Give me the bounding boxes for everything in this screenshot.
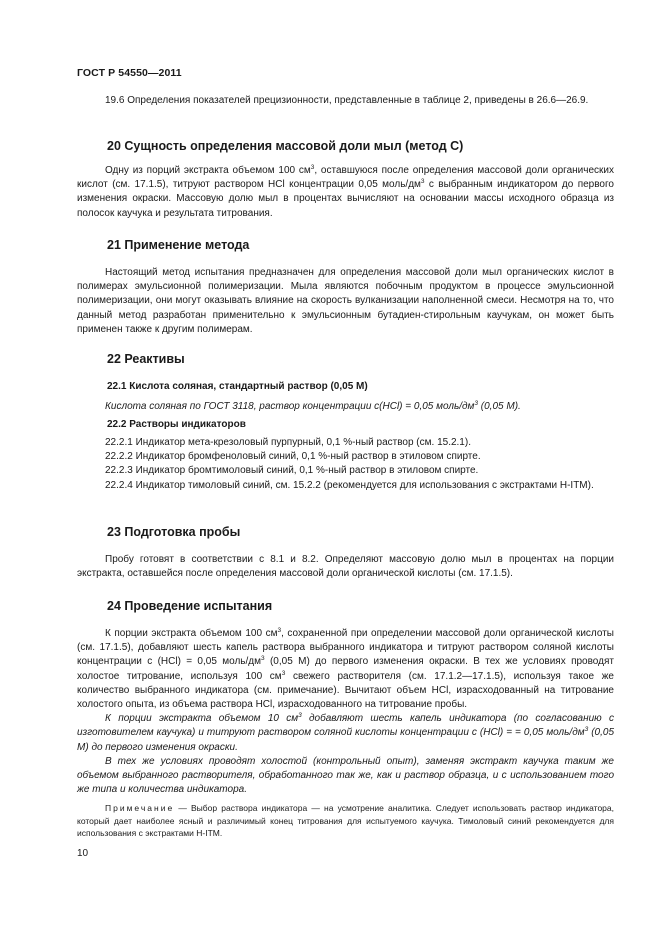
section-24-body: К порции экстракта объемом 100 $см^3$, сохраненной при определении массовой доли органической кислоты (см. 17.1.5), добавляют шесть капель раствора выбранного индикатора и титруют раствором соляной кислоты концентрации c (HCl) = 0,05 моль/$дм^3$ (0,05 М) до первого изменения окраски. В тех же условиях проводят холостое титрование, используя 100 $см^3$ свежего растворителя (см. 17.1.2—17.1.5), используя такое же количество выбранного индикатора (см. примечание). Вычитают объем HCl, израсходованный на титрование холостого опыта, из объема раствора HCl, израсходованного на титрование пробы. К порции экстракта объемом 10 $см^3$ добавляют шесть капель индикатора (по согласованию с изготовителем каучука) и титруют раствором соляной кислоты концентрации c (HCl) = = 0,05 моль/$дм^3$ (0,05 М) до первого изменения окраски. В тех же условиях проводят холостой (контрольный опыт), заменяя экстракт каучука таким же объемом выбранного растворителя, обработанного так же, как и раствор образца, и с использованием того же типа и количества индикатора. bbox=[77, 627, 615, 796]
section-20-body: Одну из порций экстракта объемом 100 $см^3$, оставшуюся после определения массовой доли органических кислот (см. 17.1.5), титруют раствором HCl концентрации 0,05 моль/$дм^3$ с выбранным индикатором до первого изменения окраски. Массовую долю мыл в процентах вычисляют на основании массы исходного образца из полосок каучука и результата титрования. bbox=[77, 164, 614, 219]
subsection-22-2-title: 22.2 Растворы индикаторов bbox=[107, 419, 246, 430]
section-22-title: 22 Реактивы bbox=[107, 352, 185, 366]
section-24-title: 24 Проведение испытания bbox=[107, 599, 273, 613]
subsection-22-1-body: Кислота соляная по ГОСТ 3118, раствор концентрации c(HCl) = 0,05 моль/$дм^3$ (0,05 М). bbox=[105, 400, 521, 412]
list-item: 22.2.3 Индикатор бромтимоловый синий, 0,1 %-ный раствор в этиловом спирте. bbox=[105, 465, 479, 477]
paragraph-19-6 bbox=[77, 94, 614, 108]
note-text: — Выбор раствора индикатора — на усмотрение аналитика. Следует использовать раствор индикатора, который дает наиболее ясный и различимый конец титрования для испытуемого каучука. Тимоловый синий рекомендуется для использования с экстрактами H-ITM. bbox=[77, 803, 614, 838]
list-item: 22.2.2 Индикатор бромфеноловый синий, 0,1 %-ный раствор в этиловом спирте. bbox=[105, 451, 481, 463]
section-20-title: 20 Сущность определения массовой доли мыл (метод С) bbox=[107, 139, 464, 153]
list-item: 22.2.1 Индикатор мета-крезоловый пурпурный, 0,1 %-ный раствор (см. 15.2.1). bbox=[105, 437, 471, 448]
page-number: 10 bbox=[77, 848, 89, 859]
note bbox=[77, 802, 614, 840]
list-item: 22.2.4 Индикатор тимоловый синий, см. 15.2.2 (рекомендуется для использования с экстрактами H-ITM). bbox=[105, 479, 594, 491]
section-21-title: 21 Применение метода bbox=[107, 238, 250, 252]
section-23-body: Пробу готовят в соответствии с 8.1 и 8.2. Определяют массовую долю мыл в процентах на порции экстракта, оставшейся после определения массовой доли органической кислоты (см. 17.1.5). bbox=[77, 554, 614, 580]
subsection-22-1-title: 22.1 Кислота соляная, стандартный раствор (0,05 М) bbox=[107, 381, 368, 392]
note-label: Примечание bbox=[105, 803, 175, 813]
paragraph-19-6-text: 19.6 Определения показателей прецизионности, представленные в таблице 2, приведены в 26.6—26.9. bbox=[105, 95, 589, 106]
section-23-title: 23 Подготовка пробы bbox=[107, 525, 241, 539]
section-21-body: Настоящий метод испытания предназначен для определения массовой доли мыл органических кислот в полимерах эмульсионной полимеризации. Мыла являются побочным продуктом в процессе эмульсионной полимеризации, они могут оказывать влияние на скорость вулканизации наполненной смеси. Несмотря на то, что данный метод разработан применительно к эмульсионным бутадиен-стирольным каучукам, он может быть применен также к другим полимерам. bbox=[77, 267, 614, 335]
document-header: ГОСТ Р 54550—2011 bbox=[77, 67, 182, 79]
indicator-list bbox=[77, 436, 614, 493]
